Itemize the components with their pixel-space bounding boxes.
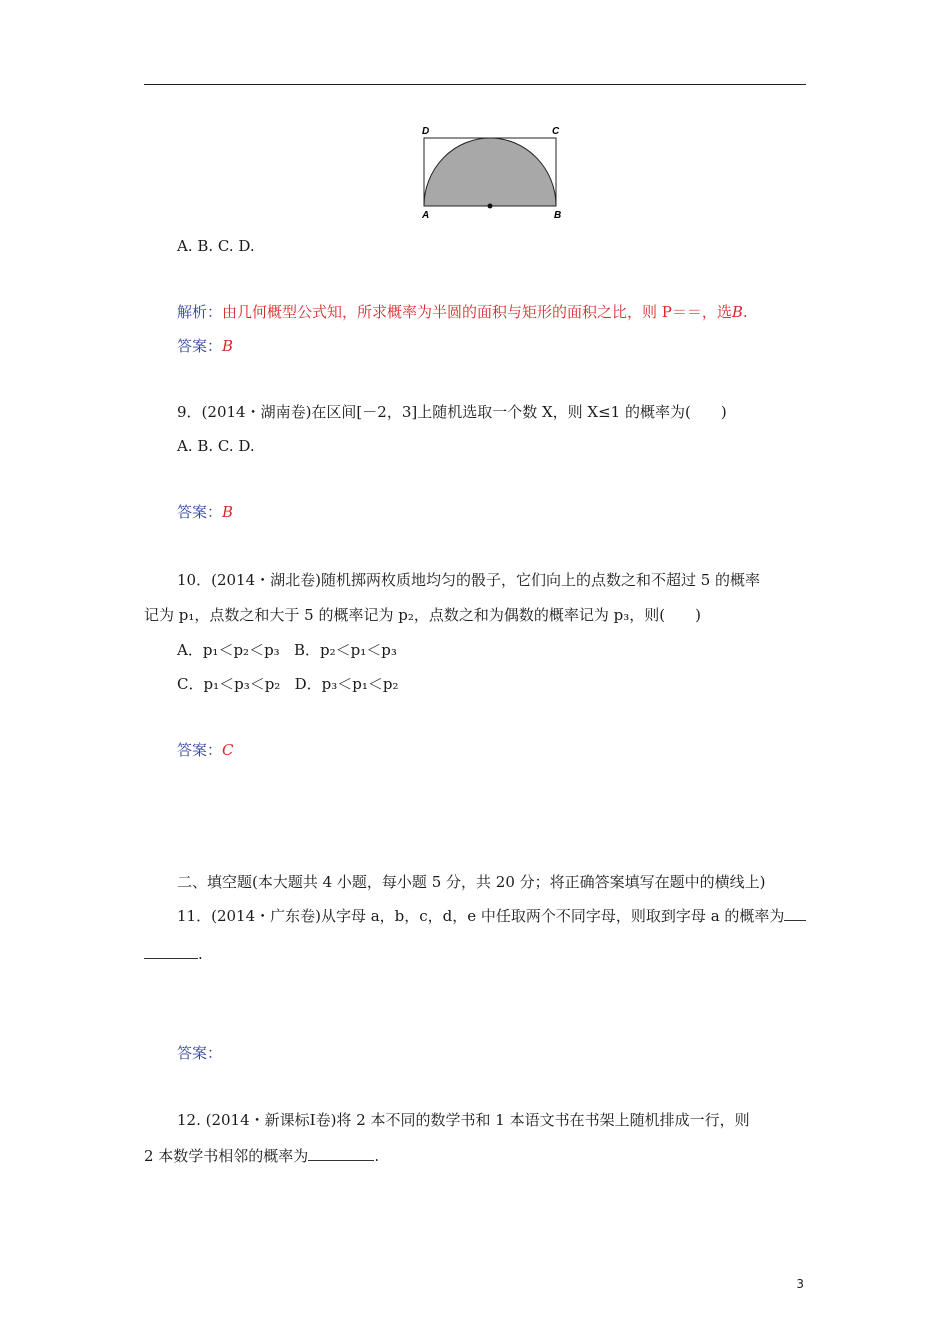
label-d: D: [422, 126, 430, 137]
answer-blank: [308, 1146, 374, 1161]
q8-analysis: [177, 302, 748, 322]
q10-option-a: A．p₁＜p₂＜p₃: [177, 641, 280, 659]
semicircle-region: [424, 138, 556, 206]
q8-answer: [177, 336, 233, 356]
answer-value: C: [222, 741, 234, 759]
q10-stem-part1: 10．(2014・湖北卷)随机掷两枚质地均匀的骰子，: [177, 571, 516, 589]
q9-options: A. B. C. D.: [177, 437, 255, 455]
q11-stem-text: 11．(2014・广东卷)从字母 a，b，c，d，e 中任取两个不同字母，则取到字母 a 的概率为: [177, 907, 785, 925]
q12-period: .: [374, 1147, 380, 1165]
section2-title: 二、填空题(本大题共 4 小题，每小题 5 分，共 20 分；将正确答案填写在题中的横线上): [177, 873, 766, 891]
answer-label: 答案：: [177, 503, 223, 521]
answer-value: B: [222, 337, 234, 355]
q10-answer: [177, 740, 234, 760]
q10-option-c: C．p₁＜p₃＜p₂: [177, 675, 281, 693]
q10-stem-part2: 它们向上的点数之和不超过 5 的概率: [515, 571, 761, 589]
answer-label: 答案：: [177, 337, 223, 355]
center-point: [488, 204, 493, 209]
q9-stem: 9．(2014・湖南卷)在区间[－2，3]上随机选取一个数 X，则 X≤1 的概率为( ): [177, 403, 727, 421]
q10-options-row2: [177, 674, 399, 694]
analysis-choice: B.: [731, 303, 748, 321]
semicircle-figure: [414, 122, 574, 222]
q11-stem-line1: [177, 906, 806, 926]
q8-options: A. B. C. D.: [177, 237, 255, 255]
q12-stem-line1: 12. (2014・新课标Ⅰ卷)将 2 本不同的数学书和 1 本语文书在书架上随机排成一行，则: [177, 1111, 750, 1129]
answer-blank: [144, 944, 198, 959]
q11-period: .: [198, 945, 203, 963]
q10-option-b: B．p₂＜p₁＜p₃: [294, 641, 397, 659]
q11-stem-line2: [144, 944, 203, 964]
q11-answer: [177, 1043, 222, 1063]
q10-stem-line2: 记为 p₁，点数之和大于 5 的概率记为 p₂，点数之和为偶数的概率记为 p₃，则( ): [144, 606, 701, 624]
q10-option-d: D．p₃＜p₁＜p₂: [294, 675, 399, 693]
q10-stem-line1: [177, 570, 760, 590]
label-c: C: [552, 126, 560, 137]
answer-label: 答案：: [177, 1044, 223, 1062]
analysis-label: 解析：: [177, 303, 223, 321]
answer-label: 答案：: [177, 741, 223, 759]
page-number: 3: [796, 1277, 804, 1291]
answer-value: B: [222, 503, 234, 521]
q12-stem-text: 2 本数学书相邻的概率为: [144, 1147, 309, 1165]
q10-options-row1: [177, 640, 397, 660]
analysis-text: 由几何概型公式知，所求概率为半圆的面积与矩形的面积之比，则 P＝＝，选: [222, 303, 732, 321]
q12-stem-line2: [144, 1146, 379, 1166]
header-rule: [144, 84, 806, 85]
answer-blank: [784, 906, 806, 921]
label-a: A: [422, 210, 430, 221]
q9-answer: [177, 502, 233, 522]
label-b: B: [554, 210, 562, 221]
